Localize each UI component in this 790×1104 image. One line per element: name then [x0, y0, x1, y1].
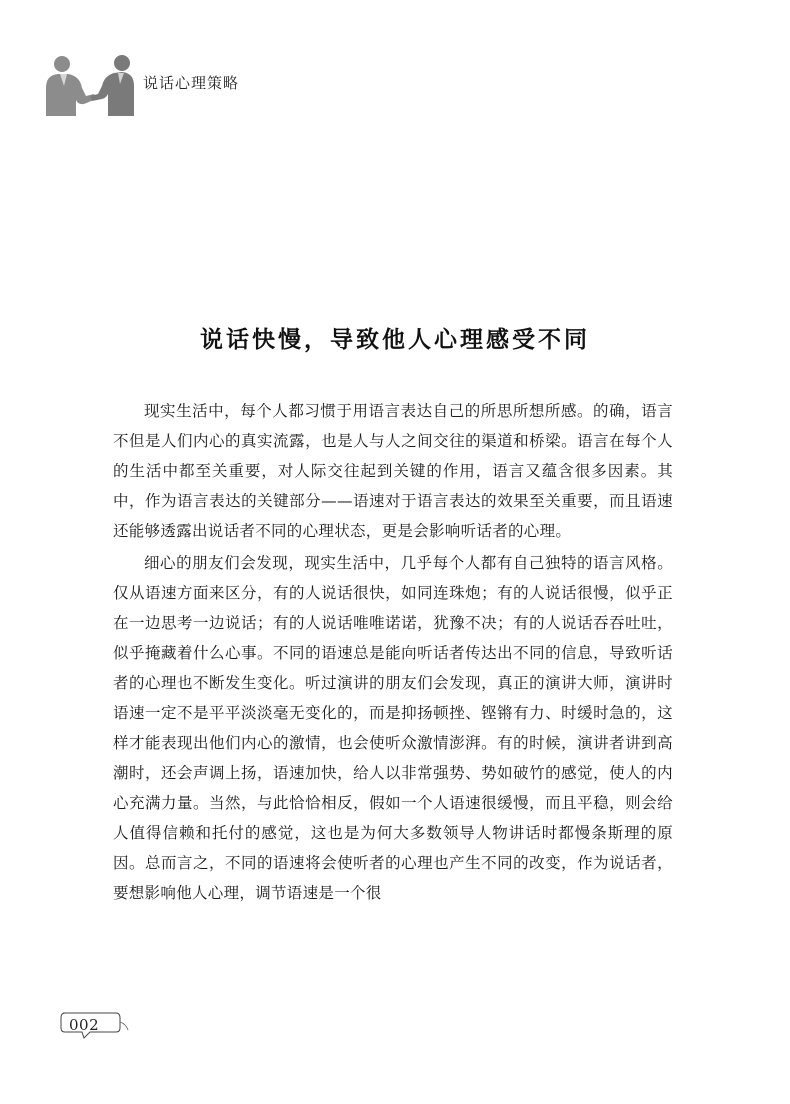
article-title: 说话快慢，导致他人心理感受不同: [200, 326, 590, 354]
page-number-badge: [60, 1010, 130, 1040]
two-businessmen-talking-icon: [40, 50, 140, 116]
paragraph: 现实生活中，每个人都习惯于用语言表达自己的所思所想所感。的确，语言不但是人们内心的真实流露，也是人与人之间交往的渠道和桥梁。语言在每个人的生活中都至关重要，对人际交往起到关键的作用，语言又蕴含很多因素。其中，作为语言表达的关键部分——语速对于语言表达的效果至关重要，而且语速还能够透露出说话者不同的心理状态，更是会影响听话者的心理。: [113, 402, 673, 540]
paragraph: 细心的朋友们会发现，现实生活中，几乎每个人都有自己独特的语言风格。仅从语速方面来区分，有的人说话很快，如同连珠炮；有的人说话很慢，似乎正在一边思考一边说话；有的人说话唯唯诺诺，犹豫不决；有的人说话吞吞吐吐，似乎掩藏着什么心事。不同的语速总是能向听话者传达出不同的信息，导致听话者的心理也不断发生变化。听过演讲的朋友们会发现，真正的演讲大师，演讲时语速一定不是平平淡淡毫无变化的，而是抑扬顿挫、铿锵有力、时缓时急的，这样才能表现出他们内心的激情，也会使听众激情澎湃。有的时候，演讲者讲到高潮时，还会声调上扬，语速加快，给人以非常强势、势如破竹的感觉，使人的内心充满力量。当然，与此恰恰相反，假如一个人语速很缓慢，而且平稳，则会给人值得信赖和托付的感觉，这也是为何大多数领导人物讲话时都慢条斯理的原因。总而言之，不同的语速将会使听者的心理也产生不同的改变，作为说话者，要想影响他人心理，调节语速是一个很: [113, 554, 673, 902]
running-header: [40, 50, 360, 120]
page-number: 002: [69, 1016, 100, 1034]
article-body: [113, 396, 673, 908]
running-header-title: 说话心理策略: [143, 74, 240, 92]
